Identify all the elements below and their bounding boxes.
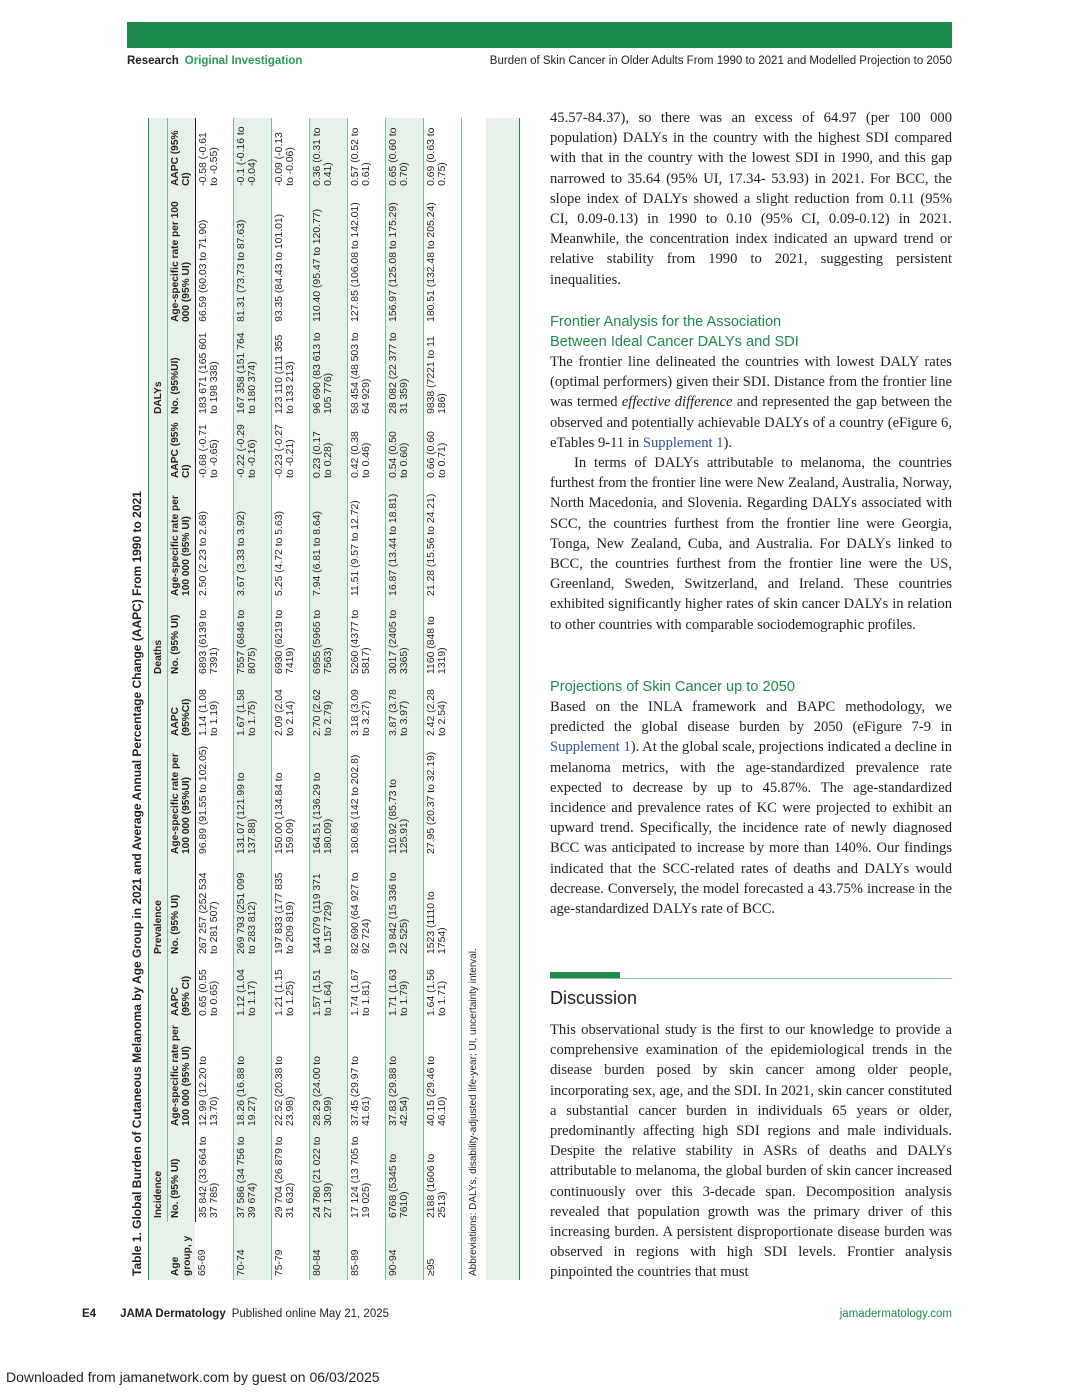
cell-inc-aapc: 1.21 (1.15 to 1.25) <box>271 958 309 1020</box>
text-run: The frontier line delineated the countries with lowest DALY rates (optimal performers) given their SDI. Distance from the frontier line was termed <box>550 354 952 411</box>
cell-deaths-rate: 2.50 (2.23 to 2.68) <box>195 482 233 600</box>
cell-prev-rate: 131.07 (121.99 to 137.88) <box>233 740 271 858</box>
cell-deaths-no: 6893 (6139 to 7391) <box>195 600 233 678</box>
group-dalys: DALYs <box>149 118 167 418</box>
cell-inc-no: 37 586 (34 756 to 39 674) <box>233 1130 271 1222</box>
table-row <box>233 118 271 1280</box>
cell-dalys-aapc: -0.1 (-0.16 to -0.04) <box>233 118 271 190</box>
cell-dalys-no: 96 690 (83 613 to 105 776) <box>309 326 347 418</box>
cell-deaths-aapc: 0.42 (0.38 to 0.46) <box>347 418 385 482</box>
cell-dalys-rate: 66.59 (60.03 to 71.90) <box>195 190 233 326</box>
paragraph-text: 45.57-84.37), so there was an excess of 64.97 (per 100 000 population) DALYs in the country with the highest SDI compared with that in the country with the lowest SDI in 1990, and this gap narrowed to 35.64 (95% UI, 17.34- 53.93) in 2021. For BCC, the slope index of DALYs showed a slight reduction from 0.11 (95% CI, 0.09-0.13) in 1990 to 0.10 (95% CI, 0.09-0.12) in 2021. Meanwhile, the concentration index indicated an upward trend or relative stability from 1990 to 2021, suggesting persistent inequalities. <box>550 110 952 288</box>
cell-inc-no: 24 780 (21 022 to 27 139) <box>309 1130 347 1222</box>
cell-deaths-aapc: -0.68 (-0.71 to -0.65) <box>195 418 233 482</box>
col-incidence-no: No. (95% UI) <box>167 1130 195 1222</box>
cell-prev-no: 1523 (1110 to 1754) <box>423 858 461 958</box>
col-dalys-no: No. (95%UI) <box>167 326 195 418</box>
cell-dalys-no: 28 082 (22 377 to 31 359) <box>385 326 423 418</box>
col-prevalence-aapc: AAPC (95%CI) <box>167 678 195 740</box>
section-discussion <box>550 1020 952 1283</box>
text-run: ). At the global scale, projections indicated a decline in melanoma metrics, with the age-standardized prevalence rate expected to decrease by up to 45.87%. The age-standardized incidence and prevalence rates of KC were projected to exhibit an upward trend. Specifically, the incidence rate of newly diagnosed BCC was anticipated to increase by more than 140%. Our findings indicated that the SCC-related rates of deaths and DALYs would decrease. Conversely, the model forecasted a 43.75% increase in the age-standardized DALYs rate of BCC. <box>550 739 952 918</box>
cell-prev-aapc: 3.18 (3.09 to 3.27) <box>347 678 385 740</box>
cell-prev-aapc: 2.42 (2.28 to 2.54) <box>423 678 461 740</box>
projections-paragraph <box>550 697 952 919</box>
cell-deaths-rate: 16.87 (13.44 to 18.81) <box>385 482 423 600</box>
journal-name: JAMA Dermatology <box>120 1308 226 1320</box>
text-run: and represented the gap between the observed and potentially achievable DALYs of a country (eFigure 6, eTables 9-11 in <box>550 394 952 451</box>
cell-inc-rate: 28.29 (24.00 to 30.99) <box>309 1020 347 1130</box>
frontier-countries-paragraph: In terms of DALYs attributable to melanoma, the countries furthest from the frontier line were New Zealand, Australia, Norway, North Macedonia, and Slovenia. Regarding DALYs associated with SCC, the countries furthest from the frontier line were Georgia, Tonga, New Zealand, Cuba, and Australia. For DALYs linked to BCC, the countries furthest from the frontier line were the US, Greenland, Sweden, Switzerland, and Ireland. These countries exhibited significantly higher rates of skin cancer DALYs in relation to other countries with comparable sociodemographic profiles. <box>550 455 952 633</box>
col-incidence-rate: Age-specific rate per 100 000 (95% UI) <box>167 1020 195 1130</box>
supplement-link[interactable]: Supplement 1 <box>642 434 724 451</box>
cell-age: 75-79 <box>271 1222 309 1280</box>
cell-prev-aapc: 1.14 (1.08 to 1.19) <box>195 678 233 740</box>
cell-inc-rate: 12.99 (12.20 to 13.70) <box>195 1020 233 1130</box>
melanoma-burden-table <box>149 118 462 1280</box>
cell-prev-no: 144 079 (119 371 to 157 729) <box>309 858 347 958</box>
cell-deaths-no: 5260 (4377 to 5817) <box>347 600 385 678</box>
table-1 <box>127 118 520 1280</box>
table-row <box>423 118 461 1280</box>
cell-dalys-aapc: -0.58 (-0.61 to -0.55) <box>195 118 233 190</box>
cell-prev-no: 267 257 (252 534 to 281 507) <box>195 858 233 958</box>
group-deaths: Deaths <box>149 418 167 678</box>
cell-deaths-no: 7557 (6846 to 8075) <box>233 600 271 678</box>
cell-inc-aapc: 0.65 (0.55 to 0.65) <box>195 958 233 1020</box>
cell-deaths-aapc: -0.23 (-0.27 to -0.21) <box>271 418 309 482</box>
page-number: E4 <box>82 1308 97 1320</box>
cell-dalys-aapc: 0.65 (0.60 to 0.70) <box>385 118 423 190</box>
page-header <box>127 55 952 71</box>
cell-inc-rate: 22.52 (20.38 to 23.98) <box>271 1020 309 1130</box>
cell-inc-no: 29 704 (26 879 to 31 632) <box>271 1130 309 1222</box>
section-label: Research <box>127 55 179 67</box>
table-title: Table 1. Global Burden of Cutaneous Melanoma by Age Group in 2021 and Average Annual Percentage Change (AAPC) From 1990 to 2021 <box>127 118 149 1280</box>
col-deaths-aapc: AAPC (95% CI) <box>167 418 195 482</box>
cell-inc-rate: 37.83 (29.88 to 42.54) <box>385 1020 423 1130</box>
cell-inc-no: 2188 (1606 to 2513) <box>423 1130 461 1222</box>
rotated-table-container <box>127 118 520 1280</box>
cell-prev-no: 197 833 (177 835 to 209 819) <box>271 858 309 958</box>
cell-inc-rate: 40.15 (29.46 to 46.10) <box>423 1020 461 1130</box>
table-row <box>347 118 385 1280</box>
cell-deaths-no: 1160 (848 to 1319) <box>423 600 461 678</box>
cell-prev-rate: 164.51 (136.29 to 180.09) <box>309 740 347 858</box>
cell-dalys-no: 167 358 (151 764 to 180 374) <box>233 326 271 418</box>
cell-dalys-rate: 81.31 (73.73 to 87.63) <box>233 190 271 326</box>
col-age-group: Age group, y <box>149 1222 195 1280</box>
frontier-paragraph <box>550 352 952 453</box>
supplement-link[interactable]: Supplement 1 <box>550 739 631 756</box>
cell-dalys-no: 9838 (7221 to 11 186) <box>423 326 461 418</box>
cell-dalys-no: 58 454 (48 503 to 64 929) <box>347 326 385 418</box>
table-footnote: Abbreviations: DALYs, disability-adjusted life-year; UI, uncertainty interval. <box>462 118 486 1280</box>
cell-deaths-rate: 21.28 (15.56 to 24.21) <box>423 482 461 600</box>
cell-age: 70-74 <box>233 1222 271 1280</box>
cell-prev-aapc: 3.87 (3.78 to 3.97) <box>385 678 423 740</box>
cell-inc-aapc: 1.71 (1.63 to 1.79) <box>385 958 423 1020</box>
cell-inc-no: 6768 (5345 to 7610) <box>385 1130 423 1222</box>
col-incidence-aapc: AAPC (95% CI) <box>167 958 195 1020</box>
col-deaths-no: No. (95% UI) <box>167 600 195 678</box>
section-projections <box>550 677 952 919</box>
cell-dalys-no: 123 110 (111 355 to 133 213) <box>271 326 309 418</box>
table-row <box>309 118 347 1280</box>
cell-prev-rate: 96.89 (91.55 to 102.05) <box>195 740 233 858</box>
cell-prev-rate: 27.95 (20.37 to 32.19) <box>423 740 461 858</box>
cell-deaths-rate: 5.25 (4.72 to 5.63) <box>271 482 309 600</box>
cell-age: 65-69 <box>195 1222 233 1280</box>
cell-inc-aapc: 1.64 (1.56 to 1.71) <box>423 958 461 1020</box>
cell-inc-no: 35 842 (33 664 to 37 785) <box>195 1130 233 1222</box>
discussion-paragraph: This observational study is the first to our knowledge to provide a comprehensive examination of the epidemiological trends in the disease burden posed by skin cancer among older people, incorporating sex, age, and the SDI. In 2021, skin cancer constituted a substantial cancer burden in individuals 65 years or older, predominantly affecting high SDI regions and male individuals. Despite the relative stability in ASRs of deaths and DALYs attributable to melanoma, the global burden of skin cancer increased continuously over this 3-decade span. Decomposition analysis revealed that population growth was the primary driver of this increasing burden. A persistent disproportionate disease burden was observed in regions with high SDI levels. Frontier analysis pinpointed the countries that must <box>550 1022 952 1281</box>
body-paragraph-inequality <box>550 108 952 290</box>
col-dalys-aapc: AAPC (95% CI) <box>167 118 195 190</box>
cell-dalys-rate: 156.97 (125.08 to 175.29) <box>385 190 423 326</box>
frontier-heading-line-1: Frontier Analysis for the Association <box>550 314 782 330</box>
discussion-heading: Discussion <box>550 988 638 1008</box>
cell-dalys-aapc: 0.69 (0.63 to 0.75) <box>423 118 461 190</box>
cell-prev-no: 82 690 (64 927 to 92 724) <box>347 858 385 958</box>
journal-site-link[interactable]: jamadermatology.com <box>839 1308 952 1320</box>
text-run: Based on the INLA framework and BAPC methodology, we predicted the global disease burden by 2050 (eFigure 7-9 in <box>550 699 952 736</box>
cell-deaths-aapc: 0.23 (0.17 to 0.28) <box>309 418 347 482</box>
group-prevalence: Prevalence <box>149 678 167 958</box>
cell-deaths-no: 6930 (6219 to 7419) <box>271 600 309 678</box>
cell-prev-aapc: 2.09 (2.04 to 2.14) <box>271 678 309 740</box>
cell-inc-no: 17 124 (13 705 to 19 025) <box>347 1130 385 1222</box>
table-row <box>271 118 309 1280</box>
col-prevalence-rate: Age-specific rate per 100 000 (95%UI) <box>167 740 195 858</box>
cell-inc-rate: 18.26 (16.88 to 19.27) <box>233 1020 271 1130</box>
cell-prev-no: 269 793 (251 099 to 283 812) <box>233 858 271 958</box>
subsection-label: Original Investigation <box>184 55 303 67</box>
cell-dalys-rate: 127.85 (106.08 to 142.01) <box>347 190 385 326</box>
cell-prev-no: 19 842 (15 336 to 22 525) <box>385 858 423 958</box>
publication-date: Published online May 21, 2025 <box>231 1308 390 1320</box>
cell-dalys-aapc: 0.57 (0.52 to 0.61) <box>347 118 385 190</box>
cell-age: 80-84 <box>309 1222 347 1280</box>
text-run: ). <box>723 434 733 451</box>
cell-prev-rate: 150.00 (134.84 to 159.09) <box>271 740 309 858</box>
cell-inc-aapc: 1.12 (1.04 to 1.17) <box>233 958 271 1020</box>
emphasis-term: effective difference <box>621 394 733 411</box>
cell-prev-aapc: 2.70 (2.62 to 2.79) <box>309 678 347 740</box>
table-row <box>385 118 423 1280</box>
projections-heading: Projections of Skin Cancer up to 2050 <box>550 679 795 695</box>
cell-deaths-rate: 3.67 (3.33 to 3.92) <box>233 482 271 600</box>
cell-dalys-aapc: -0.09 (-0.13 to -0.06) <box>271 118 309 190</box>
cell-age: ≥95 <box>423 1222 461 1280</box>
cell-prev-aapc: 1.67 (1.58 to 1.75) <box>233 678 271 740</box>
cell-dalys-rate: 180.51 (132.48 to 205.24) <box>423 190 461 326</box>
cell-deaths-aapc: 0.66 (0.60 to 0.71) <box>423 418 461 482</box>
running-title: Burden of Skin Cancer in Older Adults From 1990 to 2021 and Modelled Projection to 2050 <box>489 55 952 67</box>
discussion-rule <box>550 972 952 978</box>
col-deaths-rate: Age-specific rate per 100 000 (95% UI) <box>167 482 195 600</box>
cell-inc-aapc: 1.74 (1.67 to 1.81) <box>347 958 385 1020</box>
cell-prev-rate: 180.86 (142 to 202.8) <box>347 740 385 858</box>
cell-dalys-no: 183 671 (165 601 to 198 338) <box>195 326 233 418</box>
cell-deaths-aapc: -0.22 (-0.29 to -0.16) <box>233 418 271 482</box>
cell-inc-aapc: 1.57 (1.51 to 1.64) <box>309 958 347 1020</box>
cell-deaths-rate: 11.51 (9.57 to 12.72) <box>347 482 385 600</box>
cell-dalys-rate: 110.40 (95.47 to 120.77) <box>309 190 347 326</box>
cell-inc-rate: 37.45 (29.97 to 41.61) <box>347 1020 385 1130</box>
cell-deaths-no: 3017 (2405 to 3365) <box>385 600 423 678</box>
group-incidence: Incidence <box>149 958 167 1222</box>
cell-age: 90-94 <box>385 1222 423 1280</box>
col-prevalence-no: No. (95% UI) <box>167 858 195 958</box>
cell-dalys-aapc: 0.36 (0.31 to 0.41) <box>309 118 347 190</box>
cell-dalys-rate: 93.35 (84.43 to 101.01) <box>271 190 309 326</box>
download-note: Downloaded from jamanetwork.com by guest on 06/03/2025 <box>6 1369 380 1385</box>
cell-prev-rate: 110.92 (85.73 to 125.91) <box>385 740 423 858</box>
cell-age: 85-89 <box>347 1222 385 1280</box>
section-frontier <box>550 312 952 635</box>
cell-deaths-aapc: 0.54 (0.50 to 0.60) <box>385 418 423 482</box>
journal-color-bar <box>127 22 952 48</box>
col-dalys-rate: Age-specific rate per 100 000 (95% UI) <box>167 190 195 326</box>
page-footer <box>82 1308 952 1320</box>
frontier-heading-line-2: Between Ideal Cancer DALYs and SDI <box>550 334 799 350</box>
cell-deaths-rate: 7.94 (6.81 to 8.64) <box>309 482 347 600</box>
table-row <box>195 118 233 1280</box>
cell-deaths-no: 6955 (5965 to 7563) <box>309 600 347 678</box>
